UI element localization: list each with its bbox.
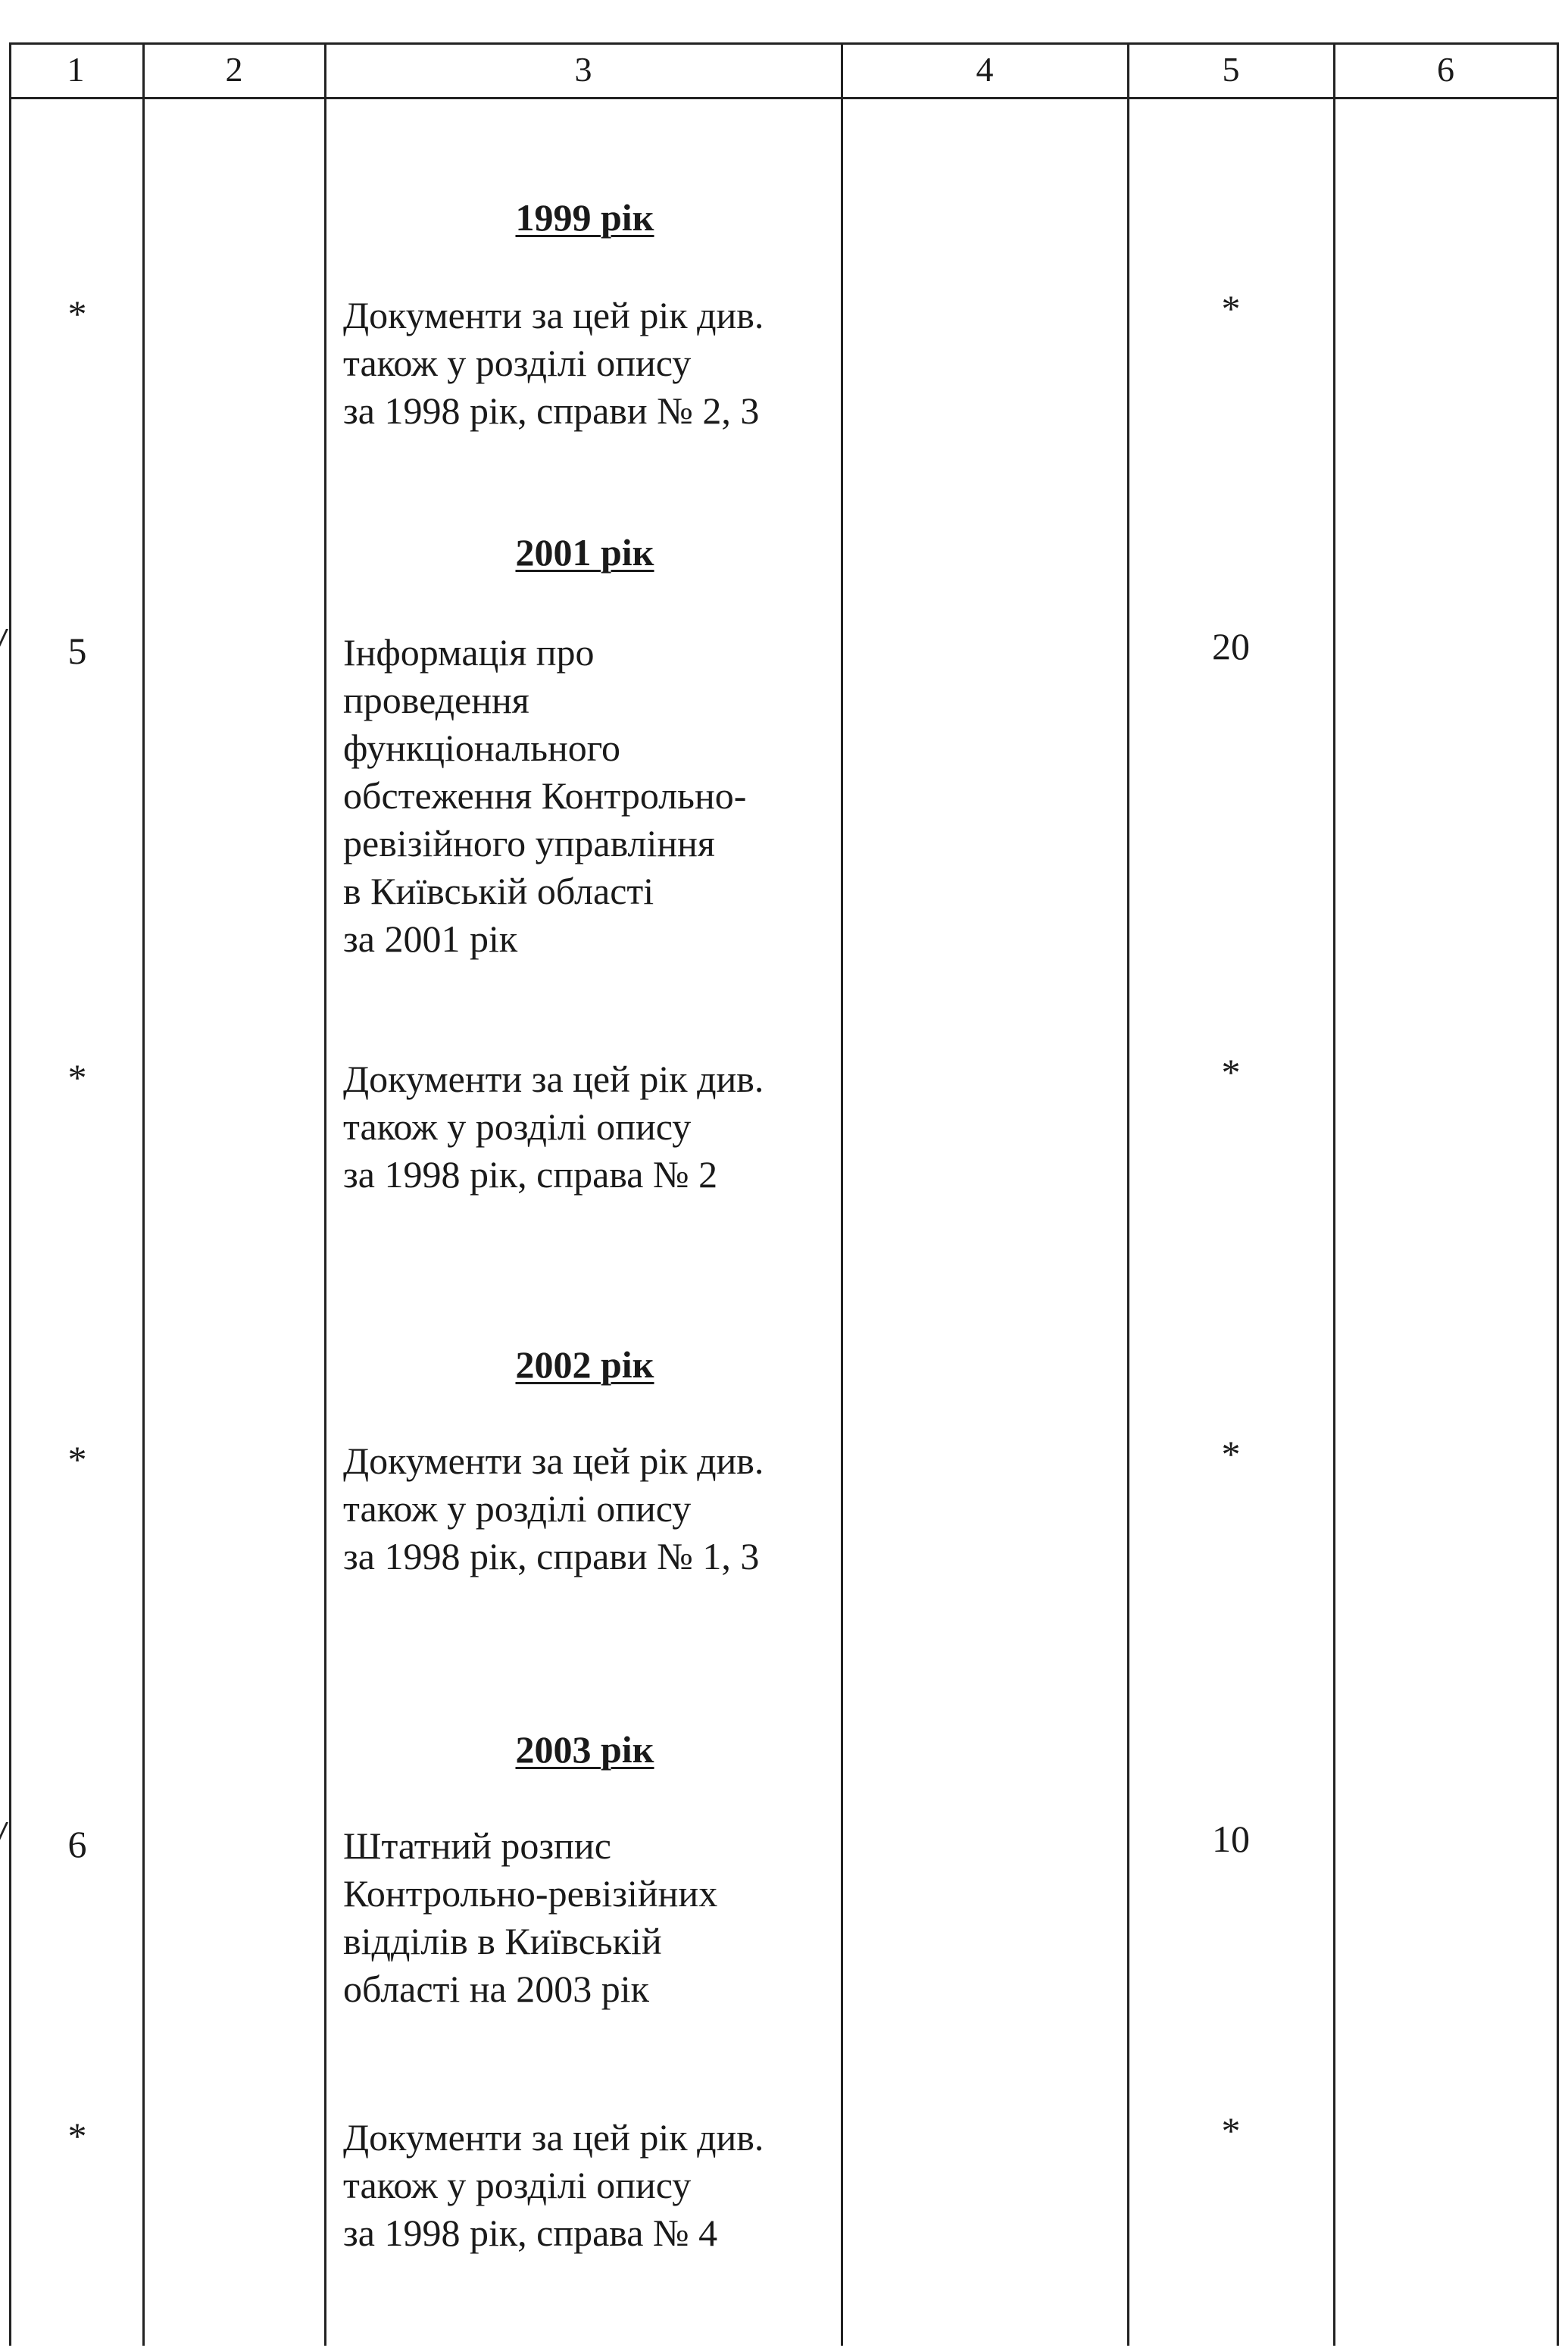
year-heading-2001: 2001 рік xyxy=(515,531,654,574)
entry-sheets: * xyxy=(1221,1051,1241,1093)
table-right-border xyxy=(1557,42,1559,2346)
column-divider-5-6 xyxy=(1333,42,1335,2346)
entry-description: Штатний розпис Контрольно-ревізійних відділів в Київській області на 2003 рік xyxy=(343,1824,718,2010)
entry-number: * xyxy=(67,1438,87,1480)
entry-description: Документи за цей рік див. також у розділі опису за 1998 рік, справи № 2, 3 xyxy=(343,294,764,432)
column-header-3: 3 xyxy=(574,50,592,89)
year-heading-1999: 1999 рік xyxy=(515,196,654,239)
entry-number: * xyxy=(67,292,87,335)
entry-description: Документи за цей рік див. також у розділі опису за 1998 рік, справа № 4 xyxy=(343,2116,764,2254)
column-divider-1-2 xyxy=(142,42,145,2346)
column-divider-4-5 xyxy=(1127,42,1129,2346)
entry-sheets: 20 xyxy=(1212,625,1250,667)
entry-number: 5 xyxy=(67,630,87,672)
year-heading-2002: 2002 рік xyxy=(515,1343,654,1386)
header-bottom-border xyxy=(9,97,1559,99)
column-header-5: 5 xyxy=(1222,50,1240,89)
table-left-border xyxy=(9,42,11,2346)
entry-number: * xyxy=(67,1056,87,1099)
entry-number: * xyxy=(67,2115,87,2157)
column-header-4: 4 xyxy=(976,50,994,89)
entry-description: Документи за цей рік див. також у розділі опису за 1998 рік, справи № 1, 3 xyxy=(343,1440,764,1577)
entry-description: Документи за цей рік див. також у розділі опису за 1998 рік, справа № 2 xyxy=(343,1058,764,1196)
column-divider-2-3 xyxy=(324,42,326,2346)
entry-number: 6 xyxy=(67,1823,87,1865)
column-header-2: 2 xyxy=(225,50,243,89)
column-header-6: 6 xyxy=(1437,50,1454,89)
entry-description: Інформація про проведення функціонального обстеження Контрольно- ревізійного управління в Київській області за 2001 рік xyxy=(343,631,747,960)
entry-sheets: * xyxy=(1221,2109,1241,2152)
entry-sheets: 10 xyxy=(1212,1818,1250,1860)
column-header-1: 1 xyxy=(67,50,85,89)
entry-sheets: * xyxy=(1221,287,1241,330)
year-heading-2003: 2003 рік xyxy=(515,1728,654,1771)
entry-sheets: * xyxy=(1221,1433,1241,1475)
